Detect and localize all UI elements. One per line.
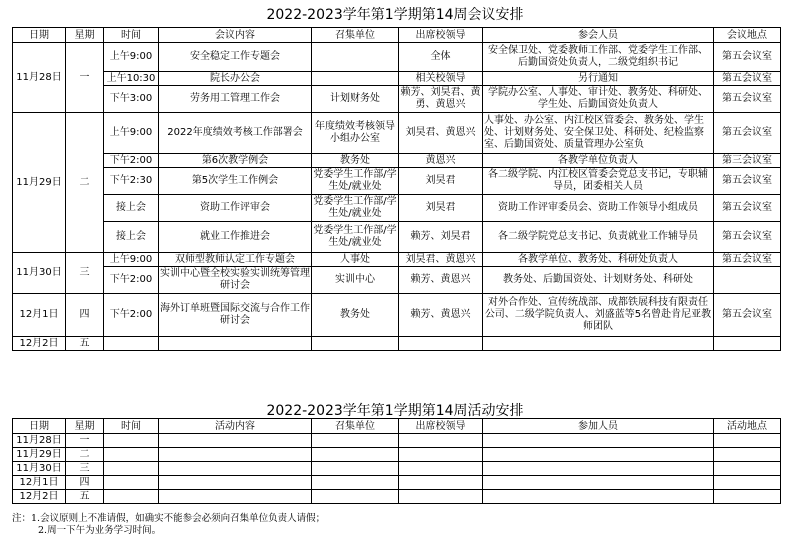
meeting-header-row — [13, 28, 781, 43]
leaders-cell: 赖芳、黄恩兴 — [399, 267, 483, 294]
header-weekday: 星期 — [66, 419, 104, 434]
content-cell: 院长办公会 — [159, 72, 312, 86]
time-cell: 上午9:00 — [104, 43, 159, 72]
content-cell: 第5次学生工作例会 — [159, 168, 312, 195]
empty-cell — [104, 476, 159, 490]
convener-cell: 党委学生工作部/学生处/就业处 — [312, 168, 399, 195]
table-row — [13, 168, 781, 195]
location-cell: 第五会议室 — [714, 253, 781, 267]
leaders-cell: 黄恩兴 — [399, 154, 483, 168]
empty-cell — [483, 476, 714, 490]
attendees-cell: 各二级学院党总支书记、负责就业工作辅导员 — [483, 222, 714, 253]
attendees-cell: 各二级学院、内江校区管委会党总支书记，专职辅导员，团委相关人员 — [483, 168, 714, 195]
leaders-cell: 赖芳、刘昊君、黄勇、黄恩兴 — [399, 86, 483, 113]
date-cell: 12月1日 — [13, 294, 66, 337]
date-cell: 11月29日 — [13, 448, 66, 462]
attendees-cell: 另行通知 — [483, 72, 714, 86]
date-cell: 11月30日 — [13, 462, 66, 476]
date-cell: 11月28日 — [13, 43, 66, 113]
location-cell: 第五会议室 — [714, 168, 781, 195]
leaders-cell: 全体 — [399, 43, 483, 72]
convener-cell: 党委学生工作部/学生处/就业处 — [312, 222, 399, 253]
attendees-cell: 教务处、后勤国资处、计划财务处、科研处 — [483, 267, 714, 294]
empty-cell — [483, 337, 714, 351]
table-row — [13, 222, 781, 253]
leaders-cell: 相关校领导 — [399, 72, 483, 86]
weekday-cell: 二 — [66, 113, 104, 253]
empty-cell — [714, 462, 781, 476]
date-cell: 12月1日 — [13, 476, 66, 490]
time-cell: 下午3:00 — [104, 86, 159, 113]
attendees-cell: 各教学单位负责人 — [483, 154, 714, 168]
footnotes — [12, 513, 325, 537]
leaders-cell: 赖芳、黄恩兴 — [399, 294, 483, 337]
content-cell: 劳务用工管理工作会 — [159, 86, 312, 113]
time-cell: 接上会 — [104, 222, 159, 253]
header-leaders: 出席校领导 — [399, 419, 483, 434]
table-row — [13, 337, 781, 351]
date-cell: 11月28日 — [13, 434, 66, 448]
table-row — [13, 195, 781, 222]
weekday-cell: 五 — [66, 490, 104, 504]
header-content: 活动内容 — [159, 419, 312, 434]
content-cell: 就业工作推进会 — [159, 222, 312, 253]
weekday-cell: 二 — [66, 448, 104, 462]
convener-cell: 党委学生工作部/学生处/就业处 — [312, 195, 399, 222]
empty-cell — [399, 490, 483, 504]
header-weekday: 星期 — [66, 28, 104, 43]
weekday-cell: 五 — [66, 337, 104, 351]
empty-cell — [104, 448, 159, 462]
date-cell: 11月30日 — [13, 253, 66, 294]
empty-cell — [483, 490, 714, 504]
header-date: 日期 — [13, 28, 66, 43]
table-row — [13, 462, 781, 476]
content-cell: 海外订单班暨国际交流与合作工作研讨会 — [159, 294, 312, 337]
leaders-cell: 刘昊君、黄恩兴 — [399, 253, 483, 267]
empty-cell — [399, 476, 483, 490]
table-row — [13, 448, 781, 462]
empty-cell — [104, 462, 159, 476]
header-attendees: 参会人员 — [483, 28, 714, 43]
location-cell: 第五会议室 — [714, 222, 781, 253]
table-row — [13, 113, 781, 154]
table-row — [13, 253, 781, 267]
location-cell: 第三会议室 — [714, 154, 781, 168]
time-cell: 下午2:00 — [104, 294, 159, 337]
header-convener: 召集单位 — [312, 28, 399, 43]
convener-cell: 教务处 — [312, 154, 399, 168]
header-time: 时间 — [104, 28, 159, 43]
empty-cell — [483, 434, 714, 448]
table-row — [13, 43, 781, 72]
convener-cell: 教务处 — [312, 294, 399, 337]
empty-cell — [159, 434, 312, 448]
empty-cell — [483, 462, 714, 476]
empty-cell — [312, 337, 399, 351]
content-cell: 2022年度绩效考核工作部署会 — [159, 113, 312, 154]
location-cell: 第五会议室 — [714, 86, 781, 113]
empty-cell — [104, 337, 159, 351]
empty-cell — [159, 490, 312, 504]
attendees-cell: 学院办公室、人事处、审计处、教务处、科研处、学生处、后勤国资处负责人 — [483, 86, 714, 113]
empty-cell — [714, 448, 781, 462]
attendees-cell: 对外合作处、宣传统战部、成都铁展科技有限责任公司、二级学院负责人、刘盛蓝等5名曾赴肯尼亚教师团队 — [483, 294, 714, 337]
location-cell: 第五会议室 — [714, 43, 781, 72]
empty-cell — [714, 490, 781, 504]
header-location: 活动地点 — [714, 419, 781, 434]
convener-cell — [312, 43, 399, 72]
meeting-schedule-title: 2022-2023学年第1学期第14周会议安排 — [266, 7, 524, 23]
empty-cell — [312, 462, 399, 476]
content-cell: 安全稳定工作专题会 — [159, 43, 312, 72]
activity-schedule-table — [12, 418, 781, 504]
activity-header-row — [13, 419, 781, 434]
leaders-cell: 刘昊君、黄恩兴 — [399, 113, 483, 154]
location-cell: 第五会议室 — [714, 294, 781, 337]
header-date: 日期 — [13, 419, 66, 434]
time-cell: 上午9:00 — [104, 113, 159, 154]
empty-cell — [312, 476, 399, 490]
empty-cell — [312, 434, 399, 448]
meeting-schedule-table — [12, 27, 781, 351]
empty-cell — [312, 448, 399, 462]
leaders-cell: 赖芳、刘昊君 — [399, 222, 483, 253]
empty-cell — [399, 337, 483, 351]
table-row — [13, 72, 781, 86]
weekday-cell: 四 — [66, 476, 104, 490]
empty-cell — [159, 448, 312, 462]
convener-cell: 计划财务处 — [312, 86, 399, 113]
table-row — [13, 476, 781, 490]
header-participants: 参加人员 — [483, 419, 714, 434]
weekday-cell: 四 — [66, 294, 104, 337]
time-cell: 接上会 — [104, 195, 159, 222]
location-cell: 第五会议室 — [714, 195, 781, 222]
location-cell — [714, 267, 781, 294]
location-cell: 第五会议室 — [714, 72, 781, 86]
empty-cell — [399, 448, 483, 462]
weekday-cell: 一 — [66, 434, 104, 448]
time-cell: 上午10:30 — [104, 72, 159, 86]
table-row — [13, 294, 781, 337]
weekday-cell: 一 — [66, 43, 104, 113]
content-cell: 双师型教师认定工作专题会 — [159, 253, 312, 267]
attendees-cell: 各教学单位、教务处、科研处负责人 — [483, 253, 714, 267]
empty-cell — [312, 490, 399, 504]
header-convener: 召集单位 — [312, 419, 399, 434]
attendees-cell: 安全保卫处、党委教师工作部、党委学生工作部、后勤国资处负责人，二级党组织书记 — [483, 43, 714, 72]
convener-cell: 实训中心 — [312, 267, 399, 294]
time-cell: 下午2:00 — [104, 267, 159, 294]
date-cell: 12月2日 — [13, 337, 66, 351]
attendees-cell: 人事处、办公室、内江校区管委会、教务处、学生处、计划财务处、安全保卫处、科研处、纪检监察室、后勤国资处、质量管理办公室负 — [483, 113, 714, 154]
header-leaders: 出席校领导 — [399, 28, 483, 43]
empty-cell — [714, 337, 781, 351]
empty-cell — [104, 490, 159, 504]
date-cell: 12月2日 — [13, 490, 66, 504]
empty-cell — [104, 434, 159, 448]
activity-schedule-title: 2022-2023学年第1学期第14周活动安排 — [266, 403, 524, 419]
content-cell: 实训中心暨全校实验实训统筹管理研讨会 — [159, 267, 312, 294]
note-1: 注：1.会议原则上不准请假，如确实不能参会必须向召集单位负责人请假； — [12, 513, 326, 524]
location-cell: 第五会议室 — [714, 113, 781, 154]
table-row — [13, 154, 781, 168]
attendees-cell: 资助工作评审委员会、资助工作领导小组成员 — [483, 195, 714, 222]
empty-cell — [399, 462, 483, 476]
header-time: 时间 — [104, 419, 159, 434]
time-cell: 下午2:30 — [104, 168, 159, 195]
content-cell: 第6次教学例会 — [159, 154, 312, 168]
weekday-cell: 三 — [66, 462, 104, 476]
table-row — [13, 434, 781, 448]
leaders-cell: 刘昊君 — [399, 168, 483, 195]
empty-cell — [159, 462, 312, 476]
table-row — [13, 267, 781, 294]
empty-cell — [483, 448, 714, 462]
date-cell: 11月29日 — [13, 113, 66, 253]
empty-cell — [399, 434, 483, 448]
empty-cell — [159, 337, 312, 351]
table-row — [13, 86, 781, 113]
empty-cell — [159, 476, 312, 490]
empty-cell — [714, 434, 781, 448]
weekday-cell: 三 — [66, 253, 104, 294]
convener-cell — [312, 72, 399, 86]
note-2: 2.周一下午为业务学习时间。 — [38, 525, 162, 536]
convener-cell: 年度绩效考核领导小组办公室 — [312, 113, 399, 154]
header-location: 会议地点 — [714, 28, 781, 43]
leaders-cell: 刘昊君 — [399, 195, 483, 222]
time-cell: 上午9:00 — [104, 253, 159, 267]
table-row — [13, 490, 781, 504]
empty-cell — [714, 476, 781, 490]
header-content: 会议内容 — [159, 28, 312, 43]
time-cell: 下午2:00 — [104, 154, 159, 168]
content-cell: 资助工作评审会 — [159, 195, 312, 222]
convener-cell: 人事处 — [312, 253, 399, 267]
